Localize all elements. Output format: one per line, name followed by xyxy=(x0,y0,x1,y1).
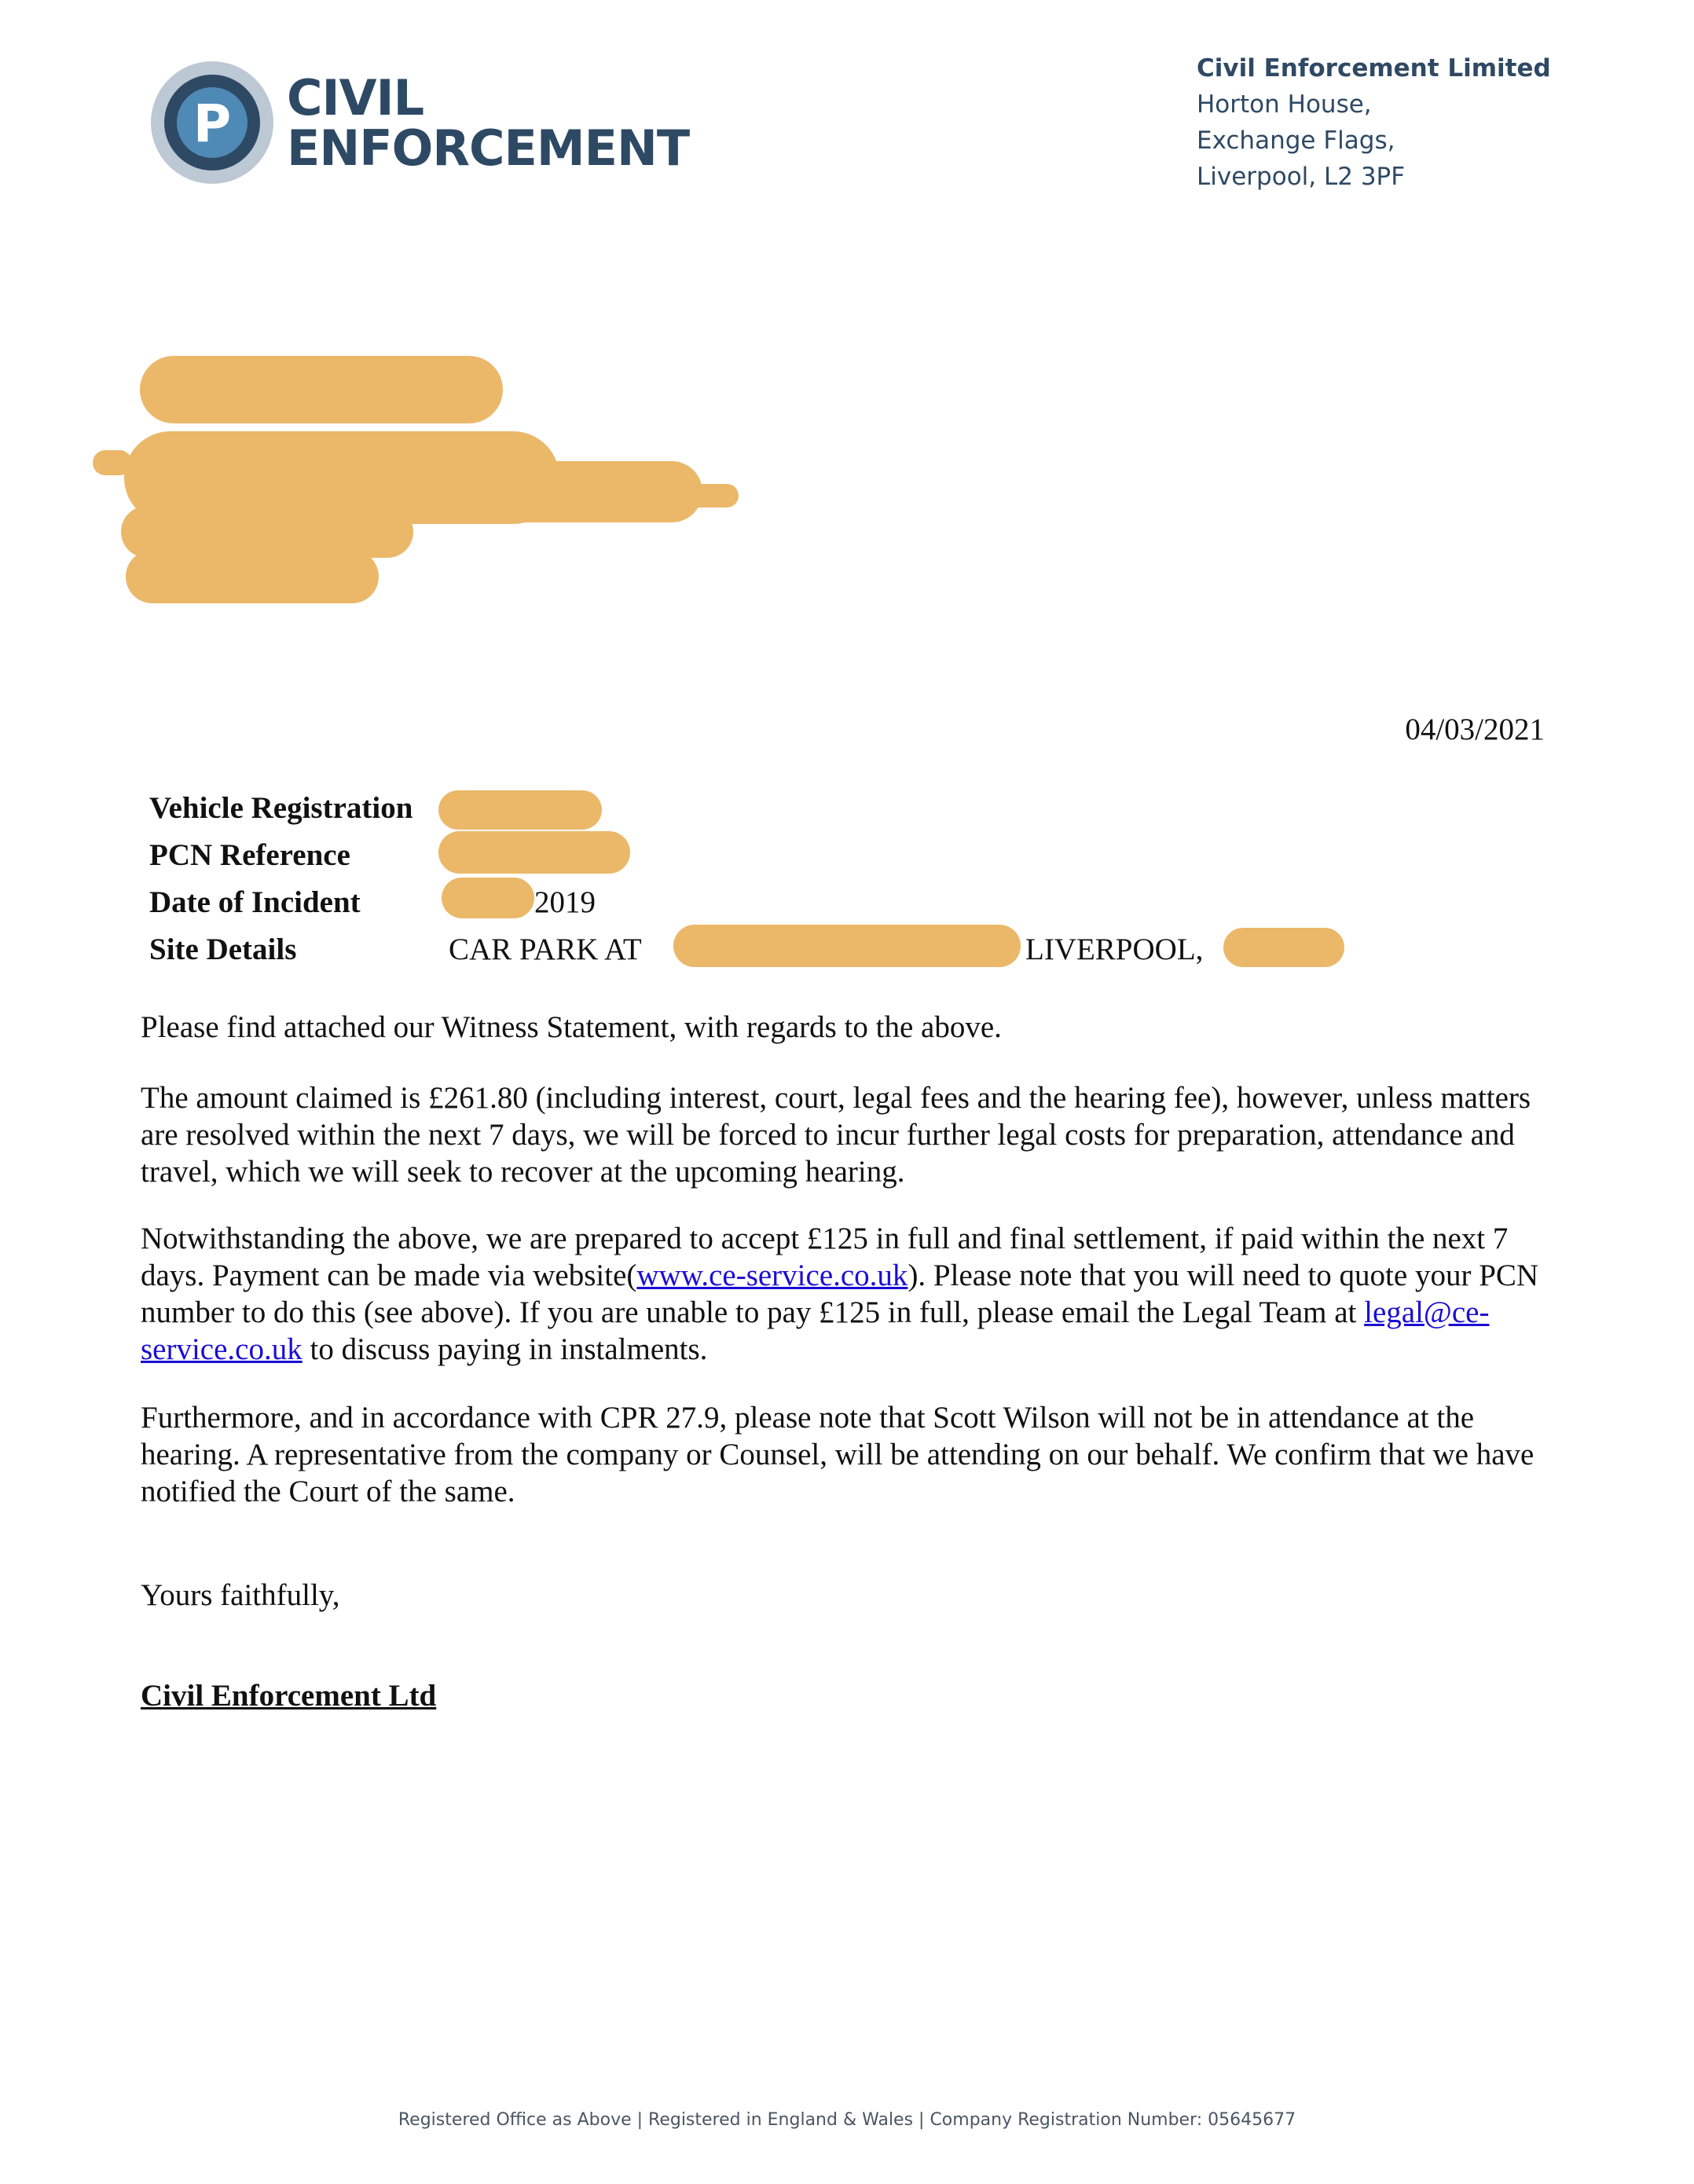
logo-wordmark-line2: ENFORCEMENT xyxy=(287,119,690,177)
paragraph-witness-statement xyxy=(141,1009,1547,1046)
signature-company-name: Civil Enforcement Ltd xyxy=(141,1679,437,1713)
redacted-pcn-reference xyxy=(438,831,630,874)
redacted-recipient-address-line-5 xyxy=(126,550,379,603)
redacted-recipient-address-line-3b xyxy=(676,484,739,508)
footer-registration-info: Registered Office as Above | Registered in England & Wales | Company Registration Number: 05645677 xyxy=(398,2110,1296,2130)
redacted-recipient-address-line-1 xyxy=(140,356,503,423)
company-logo-icon xyxy=(149,60,275,185)
site-details-prefix: CAR PARK AT xyxy=(449,933,642,966)
pcn-reference-label: PCN Reference xyxy=(149,838,350,872)
site-details-label: Site Details xyxy=(149,933,297,966)
letter-date: 04/03/2021 xyxy=(1405,713,1545,746)
logo-letter: P xyxy=(192,93,232,154)
date-of-incident-label: Date of Incident xyxy=(149,885,361,919)
address-line-3: Liverpool, L2 3PF xyxy=(1197,163,1406,191)
paragraph-1-text: Please find attached our Witness Statement, with regards to the above. xyxy=(141,1010,1002,1044)
paragraph-3-part-a: Notwithstanding the above, we are prepared to accept £125 in full and final settlement, if paid within the next 7 days. Payment can be made via website( xyxy=(141,1222,1509,1292)
paragraph-2-text: The amount claimed is £261.80 (including interest, court, legal fees and the hearing fee), however, unless matters are resolved within the next 7 days, we will be forced to incur further legal costs for preparation, attendance and travel, which we will seek to recover at the upcoming hearing. xyxy=(141,1081,1531,1189)
redacted-site-address xyxy=(673,925,1021,967)
logo-wordmark-line1: CIVIL xyxy=(287,69,424,126)
website-link[interactable]: www.ce-service.co.uk xyxy=(636,1259,908,1292)
date-of-incident-year: 2019 xyxy=(534,885,596,919)
paragraph-3-part-c: to discuss paying in instalments. xyxy=(302,1332,708,1366)
closing-salutation: Yours faithfully, xyxy=(141,1578,340,1612)
address-line-1: Horton House, xyxy=(1197,90,1372,119)
redacted-incident-day-month xyxy=(442,878,534,918)
company-name: Civil Enforcement Limited xyxy=(1197,54,1551,82)
legal-email-link[interactable]: legal@ce-service.co.uk xyxy=(141,1295,1490,1366)
redacted-recipient-address-line-3 xyxy=(409,461,702,522)
address-line-2: Exchange Flags, xyxy=(1197,126,1395,155)
paragraph-settlement-offer xyxy=(141,1220,1547,1368)
paragraph-3-part-b: ). Please note that you will need to quote your PCN number to do this (see above). If you are unable to pay £125 in full, please email the Legal Team at xyxy=(141,1259,1539,1329)
redacted-site-postcode xyxy=(1223,928,1344,967)
paragraph-amount-claimed xyxy=(141,1079,1547,1190)
paragraph-3-text xyxy=(141,1220,1547,1368)
redacted-vehicle-registration xyxy=(438,790,602,830)
paragraph-4-text: Furthermore, and in accordance with CPR 27.9, please note that Scott Wilson will not be in attendance at the hearing. A representative from the company or Counsel, will be attending on our behalf. We confirm that we have notified the Court of the same. xyxy=(141,1401,1534,1508)
paragraph-hearing-attendance xyxy=(141,1399,1547,1510)
site-details-city: LIVERPOOL, xyxy=(1025,933,1204,966)
vehicle-registration-label: Vehicle Registration xyxy=(149,791,413,825)
company-address xyxy=(1197,50,1551,195)
